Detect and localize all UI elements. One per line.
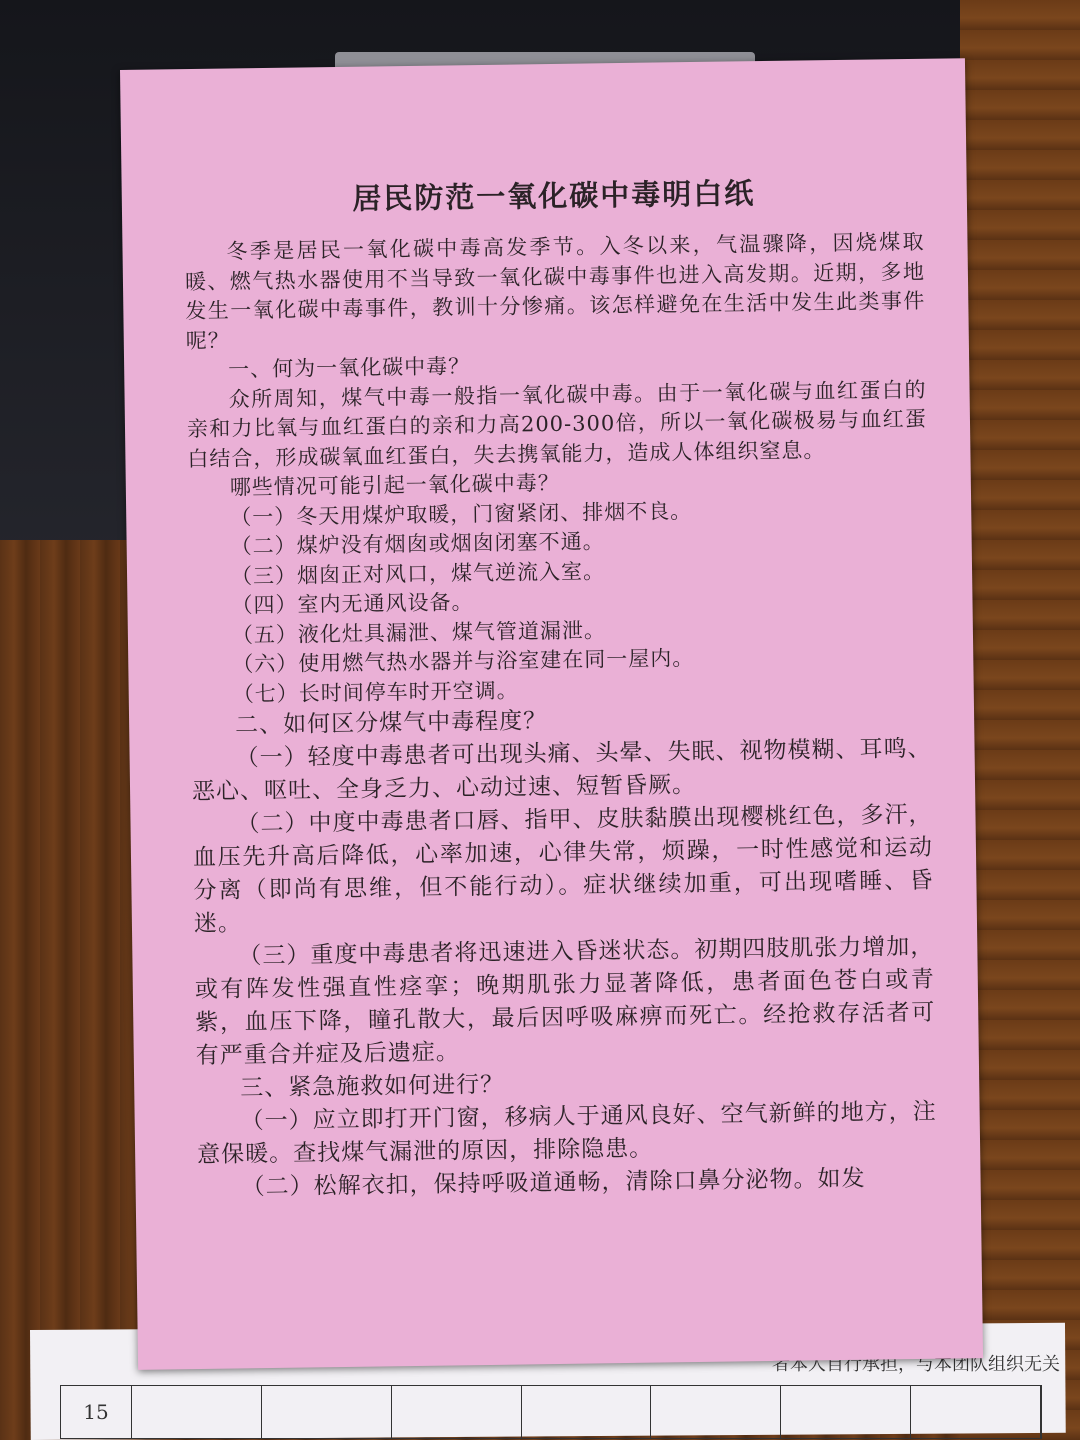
- form-row-number: 15: [61, 1386, 132, 1438]
- cause-item: （七）长时间停车时开空调。: [232, 677, 519, 706]
- causes-heading: 哪些情况可能引起一氧化碳中毒？: [229, 470, 560, 500]
- cause-item: （三）烟囱正对风口，煤气逆流入室。: [230, 558, 606, 588]
- cause-item: （一）冬天用煤炉取暖，门窗紧闭、排烟不良。: [230, 498, 693, 530]
- underlying-form-row: [60, 1385, 1042, 1439]
- intro-paragraph: 冬季是居民一氧化碳中毒高发季节。入冬以来，气温骤降，因烧煤取暖、燃气热水器使用不当导致一氧化碳中毒事件也进入高发期。近期，多地发生一氧化碳中毒事件，教训十分惨痛。该怎样避免在生活中发生此类事件呢？: [184, 229, 926, 353]
- section1-text: 众所周知，煤气中毒一般指一氧化碳中毒。由于一氧化碳与血红蛋白的亲和力比氧与血红蛋白的亲和力高200-300倍，所以一氧化碳极易与血红蛋白结合，形成碳氧血红蛋白，失去携氧能力，造成人体组织窒息。: [186, 377, 928, 471]
- form-cell: [132, 1386, 262, 1438]
- section3-heading: 三、紧急施救如何进行？: [240, 1071, 505, 1102]
- cause-item: （二）煤炉没有烟囱或烟囱闭塞不通。: [230, 529, 605, 559]
- form-cell: [262, 1386, 392, 1438]
- notice-title: 居民防范一氧化碳中毒明白纸: [352, 176, 756, 216]
- section1-heading: 一、何为一氧化碳中毒？: [228, 354, 471, 382]
- form-cell: [392, 1386, 522, 1438]
- cause-item: （四）室内无通风设备。: [231, 590, 474, 618]
- underlying-form-note: 者本人自行承担，与本团队组织无关: [772, 1354, 1060, 1375]
- section2-heading: 二、如何区分煤气中毒程度？: [234, 708, 548, 739]
- form-cell: [781, 1386, 911, 1438]
- form-cell: [911, 1386, 1041, 1438]
- cause-item: （五）液化灶具漏泄、煤气管道漏泄。: [231, 617, 607, 647]
- section2-paragraph: （二）中度中毒患者口唇、指甲、皮肤黏膜出现樱桃红色，多汗，血压先升高后降低，心率加速，心律失常，烦躁，一时性感觉和运动分离（即尚有思维，但不能行动）。症状继续加重，可出现嗜睡、昏迷。: [192, 801, 934, 938]
- notice-content: [184, 169, 938, 1205]
- form-cell: [651, 1386, 781, 1438]
- section3-paragraph: （一）应立即打开门窗，移病人于通风良好、空气新鲜的地方，注意保暖。查找煤气漏泄的原因，排除隐患。: [196, 1098, 937, 1169]
- section3-paragraph: （二）松解衣扣，保持呼吸道通畅，清除口鼻分泌物。如发: [241, 1165, 866, 1201]
- pink-notice-sheet: [120, 58, 983, 1370]
- section2-paragraph: （一）轻度中毒患者可出现头痛、头晕、失眠、视物模糊、耳鸣、恶心、呕吐、全身乏力、心动过速、短暂昏厥。: [191, 735, 932, 806]
- form-cell: [522, 1386, 652, 1438]
- section2-paragraph: （三）重度中毒患者将迅速进入昏迷状态。初期四肢肌张力增加，或有阵发性强直性痉挛；晚期肌张力显著降低，患者面色苍白或青紫，血压下降，瞳孔散大，最后因呼吸麻痹而死亡。经抢救存活者可有严重合并症及后遗症。: [194, 933, 936, 1070]
- cause-item: （六）使用燃气热水器并与浴室建在同一屋内。: [232, 646, 695, 677]
- lower-sections: [191, 700, 938, 1205]
